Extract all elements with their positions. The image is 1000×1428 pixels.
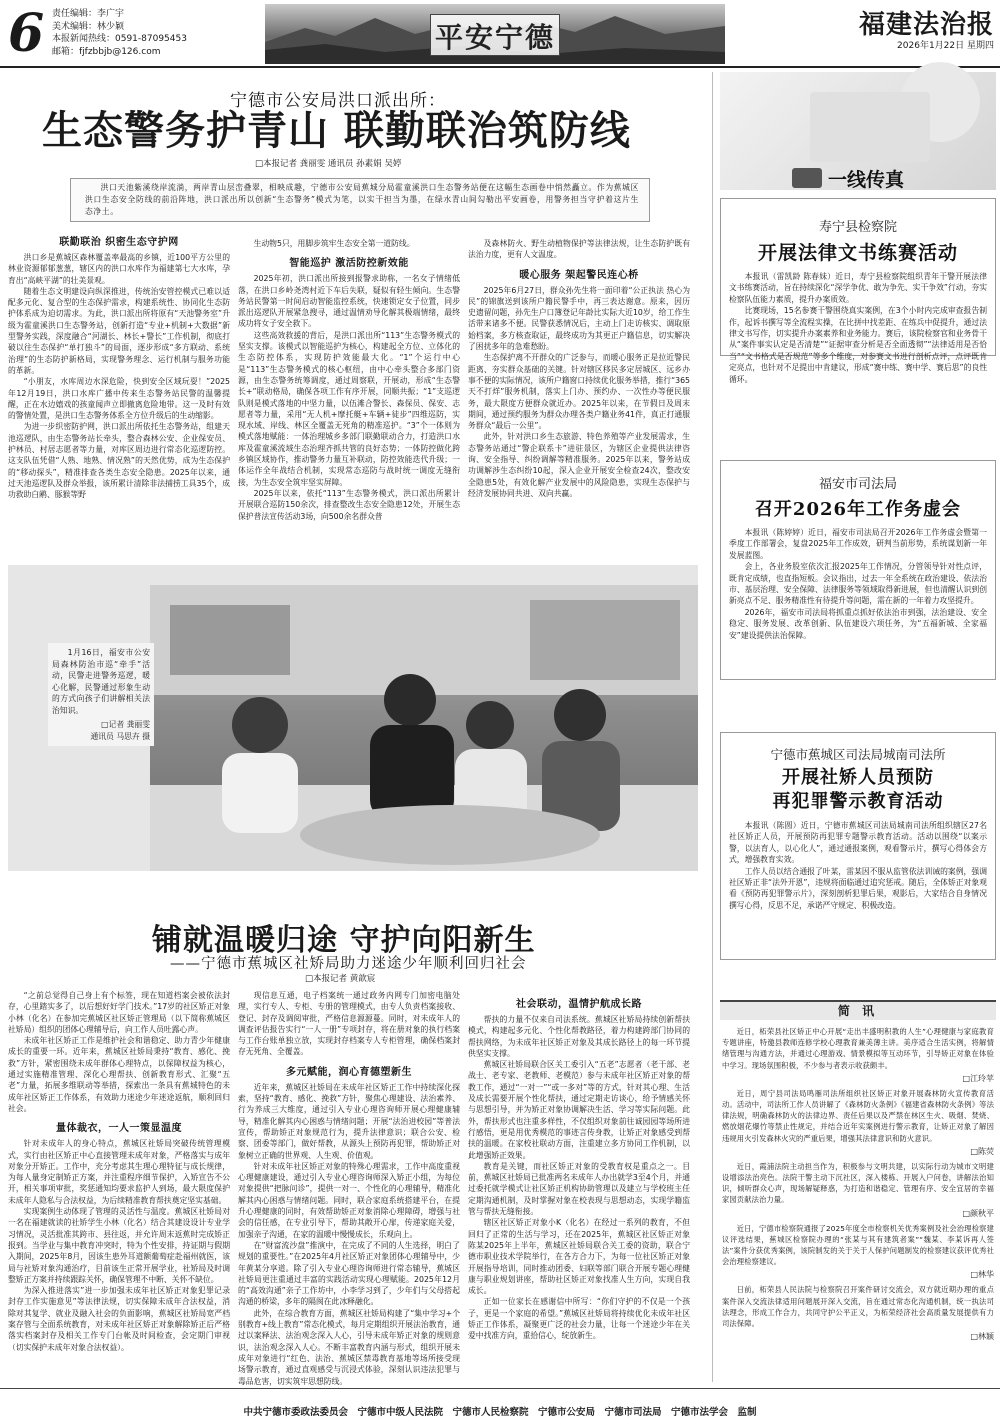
main-col-2 xyxy=(238,238,460,558)
article2-col2-para: 近年来，蕉城区社矫局在未成年社区矫正工作中持续深化探索，坚持“教育、感化、挽救”方针，聚焦心理建设、法治素养、行为养成三大维度，通过引入专业心理咨询师开展心理健康辅导，精准化解其内心困惑与情绪问题；开展“法治进校园”等普法宣传，帮助矫正对象规范行为，提升法律意识；联合公安、检察、团委等部门，做好帮教，从源头上预防再犯罪，帮助矫正对象树立正确的世界观、人生观、价值观。 xyxy=(238,1082,460,1160)
sidebar-divider xyxy=(712,72,713,1382)
email-line: 邮箱：fjfzbbjb@126.com xyxy=(52,46,161,57)
brief-text: 近日，宁德市检察院通报了2025年度全市检察机关优秀案例及社会治理检察建议评选结果，蕉城区检察院办理的“张某与其有建筑者案”“魏某、李某诉再人签法”案件分获优秀案例，该院制发的关于关于人保护问题制发的检察建议获评优秀社会治理检察建议。 xyxy=(722,1223,994,1267)
brief-signature: □江玲苹 xyxy=(962,1073,994,1083)
header-rule xyxy=(0,66,1000,68)
sidebar-item-1-para: 本报讯（雷凯龄 陈春妹）近日，寿宁县检察院组织青年干警开展法律文书练赛活动，旨在持续深化“深学争优、敢为争先、实干争效”行动，夯实检察队伍能力素质，提升办案质效。 xyxy=(729,272,987,304)
article2-col3-para: 帮扶的力量不仅来自司法系统。蕉城区社矫局持续创新帮扶模式，构建起多元化、个性化帮教路径，着力构建跨部门协同的帮扶网络，为未成年社区矫正对象及其成长路径上的每一环节提供坚实支撑。 xyxy=(468,1015,690,1058)
main-col3-para: 2025年6月27日，群众孙先生将一面印着“公正执法 热心为民”的锦旗送到该所户籍民警手中，再三表达谢意。原来，因历史遗留问题，孙先生户口簿登记年龄比实际大近10岁，给工作生活带来诸多不便。民警获悉情况后，主动上门走访核实、调取原始档案，多方核查取证，最终成功为其更正户籍信息，切实解决了困扰多年的急难愁盼。 xyxy=(468,285,690,352)
article2-col2-para: 在”财富流沙盘”推演中，在完成了不同的人生选择，明白了规划的重要性。”在2025年4月社区矫正对象团体心理辅导中，少年黄某分享道。除了引入专业心理咨询师进行常态辅导，蕉城区社矫局更注重通过丰富的实践活动实现心理赋能。2025年12月的“高效沟通”亲子工作坊中，小李学习到了，少年们与父母搭起沟通的桥梁，多年的隔阂在此冰释融化。 xyxy=(238,1240,460,1307)
main-col1-para: 随着生态文明建设向纵深推进，传统治安管控模式已难以适配多元化、复合型的生态保护需求，构建系统性、协同化生态防护体系成为迫切需求。为此，洪口派出所将原有“天池警务室”升级为霍童溪洪口生态警务站，创新打造“专业+机制+大数据”新型警务实践，深度融合“河湖长、林长+警长”工作机制，彻底打破以往生态保护“单打独斗”的局面，逐步形成“多方联动、系统治理”的生态防护新格局，实现警务理念、运行机制与服务功能的革新。 xyxy=(8,286,230,375)
article2-col1-para: 针对未成年人的身心特点，蕉城区社矫局突破传统管理模式，实行由社区矫正中心直接管理未成年对象，严格落实与成年对象分开矫正。工作中，充分考虑其生理心理特征与成长规律，为每人量身定制矫正方案，并注重程序细节保护，入矫宣告不公开，相关事项审批，奖惩通知均要求监护人到场，最大限度保护未成年人隐私与合法权益，为后续精准教育帮扶奠定坚实基础。 xyxy=(8,1139,230,1205)
brief-item xyxy=(722,1161,994,1219)
brief-text: 日前，柘荣县人民法院与检察院召开案件研讨交流会，双方就近期办理的重点案件深入交流法律适用问题展开深入交流，旨在通过常态化沟通机制，统一执法司法理念，形成工作合力，共同守护公平正义，为柘荣经济社会高质量发展提供有力司法保障。 xyxy=(722,1285,994,1329)
sidebar-item-1-subtitle: 寿宁县检察院 xyxy=(818,220,897,235)
news-photo xyxy=(150,585,698,871)
masthead: 福建法治报 xyxy=(858,10,994,40)
article2-subhead-b: 多元赋能，润心育德塑新生 xyxy=(286,1066,412,1078)
article2-subhead-c: 社会联动，温情护航成长路 xyxy=(516,999,642,1010)
brief-header xyxy=(720,1000,996,1020)
article2-col2-para: 此外，在综合教育方面，蕉城区社矫局构建了“集中学习+个别教育+线上教育”常态化模式，每月定期组织开展法治教育，通过以案释法、法治观念深入人心，引导未成年矫正对象的规则意识，法治观念深入人心。不断丰富教育内涵与形式，组织开展未成年对象进行“红色、法治、蕉城区禁毒教育基地等场所接受现场警示教育，通过直观感受与沉浸式体验，深刻认识违法犯罪与毒品危害，切实筑牢思想防线。 xyxy=(238,1308,460,1386)
fax-icon xyxy=(792,168,822,188)
main-col2-para: 2025年以来，依托“113”生态警务模式，洪口派出所累计开展联合巡防150余次，排查整改生态安全隐患12处，开展生态保护普法宣传活动3场，向500余名群众普 xyxy=(238,488,460,521)
brief-item xyxy=(722,1284,994,1342)
footer-rule xyxy=(0,1388,1000,1389)
sidebar-item-1-para: 比赛现场，15名参赛干警围绕真实案例，在3个小时内完成审查报告制作，起诉书撰写等全流程实操，在比拼中找差距、在练兵中促提升，通过法律文书写作，切实提升办案素养和业务能力。赛后，该院检察官和业务骨干从“案件事实认定是否清楚”“证据审查分析是否全面透彻”“法律适用是否恰当”“文书格式是否规范”等多个维度，对参赛文书进行剖析点评，点评既肯定亮点，也针对不足提出中肯建议，形成“赛中练、赛中学、赛后思”的良性循环。 xyxy=(729,306,987,384)
brief-text: 近日，柘荣县社区矫正中心开展“走出丰盛明积教的人生”心理健康与家庭教育专题讲座，特邀县教师连修学校心理教育兼美薄主讲。美序适合生活实例，将解情绪管理与沟通方法，并通过心理游戏、情景模拟等互动环节，引导矫正对象在体验中学习。现场氛围积极，不少参与者表示收获颇丰。 xyxy=(722,1027,994,1070)
sidebar-banner xyxy=(720,72,996,190)
photo-caption-box xyxy=(48,643,154,746)
photo-credit-2: 通讯员 马思卉 摄 xyxy=(90,731,150,741)
hotline-line: 本报新闻热线：0591-87095453 xyxy=(52,34,187,44)
sidebar-item-2-subtitle: 福安市司法局 xyxy=(818,477,897,492)
sidebar-item-3-para: 本报讯（陈圆）近日，宁德市蕉城区司法局城南司法所组织辖区27名社区矫正人员，开展预防再犯罪专题警示教育活动。活动以围绕“以案示警，以法育人，以心化人”，通过通报案例，观看警示片，撰写心得体会方式，增强教育实效。 xyxy=(729,821,987,865)
main-kicker: 宁德市公安局洪口派出所： xyxy=(230,91,446,111)
sidebar-item-3 xyxy=(720,732,996,960)
main-col3-para: 及森林防火、野生动植物保护等法律法规，让生态防护既有法治力度，更有人文温度。 xyxy=(468,239,690,260)
lead-box xyxy=(70,178,650,222)
main-col-1 xyxy=(8,228,230,558)
photo-credit-1: □记者 龚丽雯 xyxy=(101,720,150,729)
sidebar-item-3-body xyxy=(721,814,995,960)
brief-list xyxy=(722,1026,994,1378)
article2-col2-para: 现信息互通，电子档案统一通过政务内网专门加密电脑处理，实行专人、专柜、专册的管理模式，由专人负责档案接收、登记、封存及调阅审批，严格信息源源蔓。同时，对未成年人的调查评估报告实行“一人一册”专项封存，将在册对象的执行档案与工作台账单独立放，实现封存档案专人专柜管理，确保档案封存无死角、全覆盖。 xyxy=(238,991,460,1057)
sidebar-item-1-body xyxy=(721,265,995,384)
main-subhead-1: 联勤联治 织密生态守护网 xyxy=(59,237,179,248)
sidebar-item-1-title: 开展法律文书练赛活动 xyxy=(757,242,958,264)
article2-headline: 铺就温暖归途 守护向阳新生 xyxy=(152,923,536,958)
article2-col-1 xyxy=(8,990,230,1375)
sidebar-item-1 xyxy=(720,198,996,384)
editor-info xyxy=(52,8,187,58)
main-col1-para: 洪口乡是蕉城区森林覆盖率最高的乡镇，近100平方公里的林业资源郁郁葱葱，辖区内的洪口水库作为福建第七大水库，孕育出“高峡平湖”的壮美景观。 xyxy=(8,253,230,285)
sidebar-item-3-title-line-1: 开展社矫人员预防 xyxy=(782,767,934,788)
sidebar-item-3-subtitle: 宁德市蕉城区司法局城南司法所 xyxy=(770,747,946,762)
sidebar-item-2-para: 2026年，福安市司法局将抓重点抓好依法治市到强，法治建设、安全稳定、服务发展、改革创新、队伍建设六项任务，为“五福新城、全家福安”建设提供法治保障。 xyxy=(729,607,987,640)
brief-signature: □林华 xyxy=(970,1270,994,1280)
editor-line: 责任编辑：李广宇 xyxy=(52,9,125,19)
article2-col1-para: 实现案例生动体现了管理的灵活性与温度。蕉城区社矫局对一名在福建就读的社矫学生小林（化名）结合其建设设计专业学习情况，灵活批准其跨市、县往返，并允许周末返蕉时完成矫正报到。当学业与集中教育冲突时，特为个性安排，持证期与假期入期间，2025年8月，因该生患外耳道额葡萄症赴福州就医，该局与社矫对象沟通治疗，目前该生正常开展学业，社矫局及时调整矫正方案并持续跟踪关怀，确保管理不中断、关怀不缺位。 xyxy=(8,1207,230,1284)
main-col2-para: 生动物5只，用脚步筑牢生态安全第一道防线。 xyxy=(253,239,415,248)
article2-col3-para: 辖区社区矫正对象小K（化名）在经过一系列的教育，不但回归了正常的生活与学习，还在2025年，蕉城区社区矫正对象陈某2025年上半年，蕉城区社矫局联合关工委的资助，联合宁德市职业技术学院举行，在各方合力下，为每一位社区矫正对象开展指导培训，同时推动团委、妇联等部门联合开展专题心理健康与职业规划讲座，帮助社区矫正对象找准人生方向，实现自我成长。 xyxy=(468,1218,690,1296)
sidebar-item-2-para: 会上，各业务股室依次汇报2025年工作情况，分管领导针对性点评，既肯定成绩，也直指短板。会议指出，过去一年全系统在政治建设、依法治市、基层治理、安全保障、法律服务等领域取得新进展，但也清醒认识到创新亮点不足、服务精准性有待提升等问题，需在新的一年着力攻坚提升。 xyxy=(729,562,987,606)
lead-text: 洪口天池紫溪绕岸流淌，两岸青山层峦叠翠，相映成趣，宁德市公安局蕉城分局霍童溪洪口生态警务站便在这幅生态画卷中悄然矗立。作为蕉城区洪口生态安全防线的前沿阵地，洪口派出所以创新“生态警务”模式为笔，以实干担当为墨，在绿水青山间勾勒出平安画卷，用警务担当守护着这片生态净土。 xyxy=(85,183,639,216)
article2-col1-para: 未成年社区矫正工作是维护社会和谐稳定、助力青少年健康成长的重要一环。近年来，蕉城区社矫局秉持“教育、感化、挽救”方针，紧密围绕未成年群体心理特点，以保障权益为核心，通过实施精准管理、深化心理帮扶、创新教育形式、汇聚“五老”力量，拓展多维联动等举措，探索出一条具有蕉城特色的未成年社区矫正工作体系，有效助力迷途少年迷途返航，顺利回归社会。 xyxy=(8,1036,230,1113)
page-number-text: 6 xyxy=(8,3,45,64)
article2-byline: □本报记者 黄歆宸 xyxy=(305,974,376,984)
brief-signature: □陈荧 xyxy=(970,1146,994,1156)
issue-date: 2026年1月22日 星期四 xyxy=(897,41,994,51)
article2-subhead-a: 量体裁衣，一人一策显温度 xyxy=(56,1123,182,1135)
main-col-3 xyxy=(468,238,690,558)
main-col2-para: 这些高效救援的背后，是洪口派出所“113”生态警务模式的坚实支撑。该模式以智能巡护为核心，构建起全方位、立体化的生态防控体系，实现防护效能最大化。“1”个运行中心是“113”生态警务模式的核心枢纽，由中心牵头整合多部门资源，由生态警务统筹调度，通过周察联，开展动，形成“生态警长+”联动格局，确保各项工作有序开展，同顺共振；“1”支巡逻队则是模式落地的中坚力量，以伍滩合警长、森保员、保安、志愿者等力量，采用“无人机+摩托艇+车辆+徒步”四维巡防，实现水域、岸线、林区全覆盖无死角的精准巡护。“3”个一体则为模式落地赋能：一体治理城乡多部门联勤联动合力，打造洪口水库及霍童溪流域生态治理齐抓共管的良好态势；一体防控做化跨乡镇区域协作，推动警务力量互补联动，防控效能迭代升级；一体运作全年战结合机制，实现常态巡防与战时统一调度无缝衔接，为生态安全筑牢坚实屏障。 xyxy=(238,330,460,487)
main-col3-para: 生态保护离不开群众的广泛参与，而暖心服务正是拉近警民距离、夯实群众基础的关键。针对辖区移民多定居城区、远乡办事不便的实际情况，该所户籍窗口持续优化服务举措，推行“365天不打烊”服务机制，落实上门办、预约办、一次性办等便民服务，最大限度方便群众就近办。2025年以来，在节假日及周末期间，通过预约服务为群众办理各类户籍业务41件，真正打通服务群众“最后一公里”。 xyxy=(468,353,690,431)
main-subhead-2: 智能巡护 激活防控新效能 xyxy=(289,258,409,270)
brief-title: 简 讯 xyxy=(837,1004,879,1018)
article2-col1-para: 为深入推进落实”进一步加强未成年社区矫正对象犯罪记录封存工作实施意见”等法律法规，切实保障未成年合法权益，消除对其复学、就业及融入社会的负面影响，蕉城区社矫局宽严档案存管与全面系统教育，对未成年社区矫正对象解除矫正后严格落实档案封存及相关工作专门台帐及时间检查，会定期门审视（切实保护未成年对象合法权益）。 xyxy=(8,1286,230,1352)
article2-subtitle: ——宁德市蕉城区社矫局助力迷途少年顺利回归社会 xyxy=(170,956,527,972)
brief-item xyxy=(722,1088,994,1157)
article2-col1-para: “之前总觉得自己身上有个标签，现在知道档案会被依法封存，心里踏实多了，以后想好好学门技术。”17岁的社区矫正对象小林（化名）在参加完蕉城区社区矫正管理局（以下简称蕉城区社矫局）组织的团体心理辅导后，向工作人员吐露心声。 xyxy=(8,991,230,1034)
article2-col-2 xyxy=(238,990,460,1386)
brief-text: 近日，霞浦法院主动担当作为，积极参与文明共建，以实际行动为城市文明建设增添法治亮色。法院干警主动下沉社区，深入楼栋、开展入户问卷，讲解法治知识，倾听群众心声，现场解疑释惑，为打造和谐稳定、管理有序、安全宜居的幸福家园贡献法治力量。 xyxy=(722,1161,994,1205)
brief-signature: □颜秋平 xyxy=(962,1208,994,1218)
main-col2-para: 2025年初，洪口派出所接到报警求助称，一名女子情绪低落，在洪口乡岭尧湾村近下车后失联，疑似有轻生倾向。生态警务站民警第一时间启动智能监控系统，快速锁定女子位置，同步派出巡逻队开展紧急搜寻，通过温情劝导化解其极端情绪，最终成功将女子安全救下。 xyxy=(238,274,460,329)
main-headline: 生态警务护青山 联勤联治筑防线 xyxy=(42,107,631,154)
section-title: 平安宁德 xyxy=(434,21,555,54)
sidebar-section-title: 一线传真 xyxy=(828,169,905,191)
sidebar-item-3-para: 工作人员以结合通报了叶某，雷某因不服从监管依法训诫的案例，强调社区矫正非“法外开恩”，违规将面临通过追究惩戒。随后，全体矫正对象观看《预防再犯罪警示片》，深刻剖析犯罪后果，观影后，大家结合自身情况撰写心得，反思不足，承诺严守规定、积极改造。 xyxy=(729,866,987,910)
main-byline: □本报记者 龚丽雯 通讯员 孙素娟 吴婷 xyxy=(255,159,402,169)
section-banner xyxy=(265,4,725,64)
article2-col2-para: 针对未成年社区矫正对象的特殊心理需求，工作中高度重视心理健康建设，通过引入专业心理咨询师深入矫正小组，为每位对象提供“把脉问诊”，提供一对一、个性化的心理辅导，精准化解其内心困惑与情绪问题。同时，联合家庭系统搭建平台，在提升心理健康的同时，有效帮助矫正对象消除心理障碍，增强与社会的信任感，在专业引导下，帮助其敞开心扉，传递家庭关爱，加强亲子沟通，在家的温暖中慢慢成长，乐观向上。 xyxy=(238,1161,460,1239)
photo-illustration xyxy=(150,585,698,871)
main-subhead-3: 暖心服务 架起警民连心桥 xyxy=(519,269,639,281)
main-col3-para: 此外，针对洪口乡生态旅游、特色养殖等产业发展需求，生态警务站通过“警企联系卡”进驻景区，为辖区企业提供法律咨询、安全指导、纠纷调解等精准服务。2025年以来，警务站成功调解涉生态纠纷10起，深入企业开展安全检查24次，整改安全隐患5处，有效化解产业发展中的风险隐患，实现生态保护与经济发展协同共进、双向共赢。 xyxy=(468,432,690,498)
sidebar-item-2 xyxy=(720,460,996,680)
sidebar-item-2-para: 本报讯（陈婷婷）近日，福安市司法局召开2026年工作务虚会暨第一季度工作部署会，复盘2025年工作成效，研判当前形势，系统谋划新一年发展蓝图。 xyxy=(729,528,987,560)
designer-line: 美术编辑：林少颖 xyxy=(52,21,125,32)
brief-signature: □林颖 xyxy=(970,1332,994,1342)
sidebar-item-2-title: 召开2026年工作务虚会 xyxy=(754,499,962,520)
main-col1-para: 为进一步织密防护网，洪口派出所依托生态警务站，组建天池巡逻队，由生态警务站长牵头，整合森林公安、企业保安员、护林员、村居志愿者等力量，对库区周边进行常态化巡逻防控。这支队伍凭借“人熟、地熟、情况熟”的天然优势，成为生态保护的“移动探头”，精准排查各类生态安全隐患。2025年以来，通过天池巡逻队及群众举报，该所累计清除非法捕捞工具35个，成功救助白鹇、豚猴等野 xyxy=(8,422,230,500)
photo-caption: 1月16日，福安市公安局森林防治市巡“牵手”活动，民警走进警务巡逻，暖心化解，民警通过形象生动的方式向孩子们讲解相关法治知识。 xyxy=(52,648,150,715)
footer-supervisors: 中共宁德市委政法委员会 宁德市中级人民法院 宁德市人民检察院 宁德市公安局 宁德市司法局 宁德市法学会 监制 xyxy=(243,1407,757,1418)
article2-col3-para: 教育是关键，而社区矫正对象的受教育权是重点之一。目前，蕉城区社矫局已批准两名未成年人办出就学3至4个月，并通过委托就学模式让社区矫正机构协助管理以及建立与学校班主任定期沟通机制，及时掌握对象在校表现与思想动态，实现学籍监管与帮扶无缝衔接。 xyxy=(468,1161,690,1217)
sidebar-item-2-body xyxy=(721,521,995,681)
article2-col3-para: 正如一位家长在感谢信中所写：“你们守护的不仅是一个孩子，更是一个家庭的希望。”蕉城区社矫局将持续优化未成年社区矫正工作体系，凝聚更广泛的社会力量，让每一个迷途少年在关爱中找准方向，重拾信心，绽放新生。 xyxy=(468,1297,690,1341)
brief-item xyxy=(722,1026,994,1084)
sidebar-item-3-title-line-2: 再犯罪警示教育活动 xyxy=(772,791,944,812)
article2-col-3 xyxy=(468,990,690,1375)
brief-text: 近日，周宁县司法局鸣雁司法所组织社区矫正对象开展森林防火宣传教育活动。活动中，司法所工作人员讲解了《森林防火条例》《福建省森林防火条例》等法律法规，明确森林防火的法律边界、责任后果以及严禁在林区生火、吸烟、焚烧、燃放烟花爆竹等禁止性规定，并结合近年实案例进行警示教育，让矫正对象了解因违规用火引发森林火灾的严重后果，增强其法律意识和防火意识。 xyxy=(722,1088,994,1143)
brief-item xyxy=(722,1223,994,1281)
article2-col3-para: 蕉城区社矫局联合区关工委引入“五老”志愿者（老干部、老战士、老专家、老教师、老模范）参与未成年社区矫正对象的帮教工作，通过“一对一”“或一多对”等的方式，针对其心理、生活及成长需要开展个性化帮扶，通过定期走访谈心，给予情感关怀与思想引导，并为矫正对象协调解决生活、学习等实际问题。此外，帮扶形式也注重多样性，不仅组织对象前往诚园园等场所进行感悟，更是用优秀模范的事迹言传身教，让矫正对象感受到帮扶的温暖。在家校社联动方面，注重建立多方协同工作机制，以此增强矫正效果。 xyxy=(468,1060,690,1160)
main-col1-para: “小朋友，水库周边水深危险，快到安全区域玩耍！”2025年12月19日，洪口水库广播中传来生态警务站民警的温馨提醒，正在水边嬉戏的孩童闻声立即撤离危险地带。这一及时有效的警情处置，是洪口生态警务体系全方位升级后的生动缩影。 xyxy=(8,377,230,421)
